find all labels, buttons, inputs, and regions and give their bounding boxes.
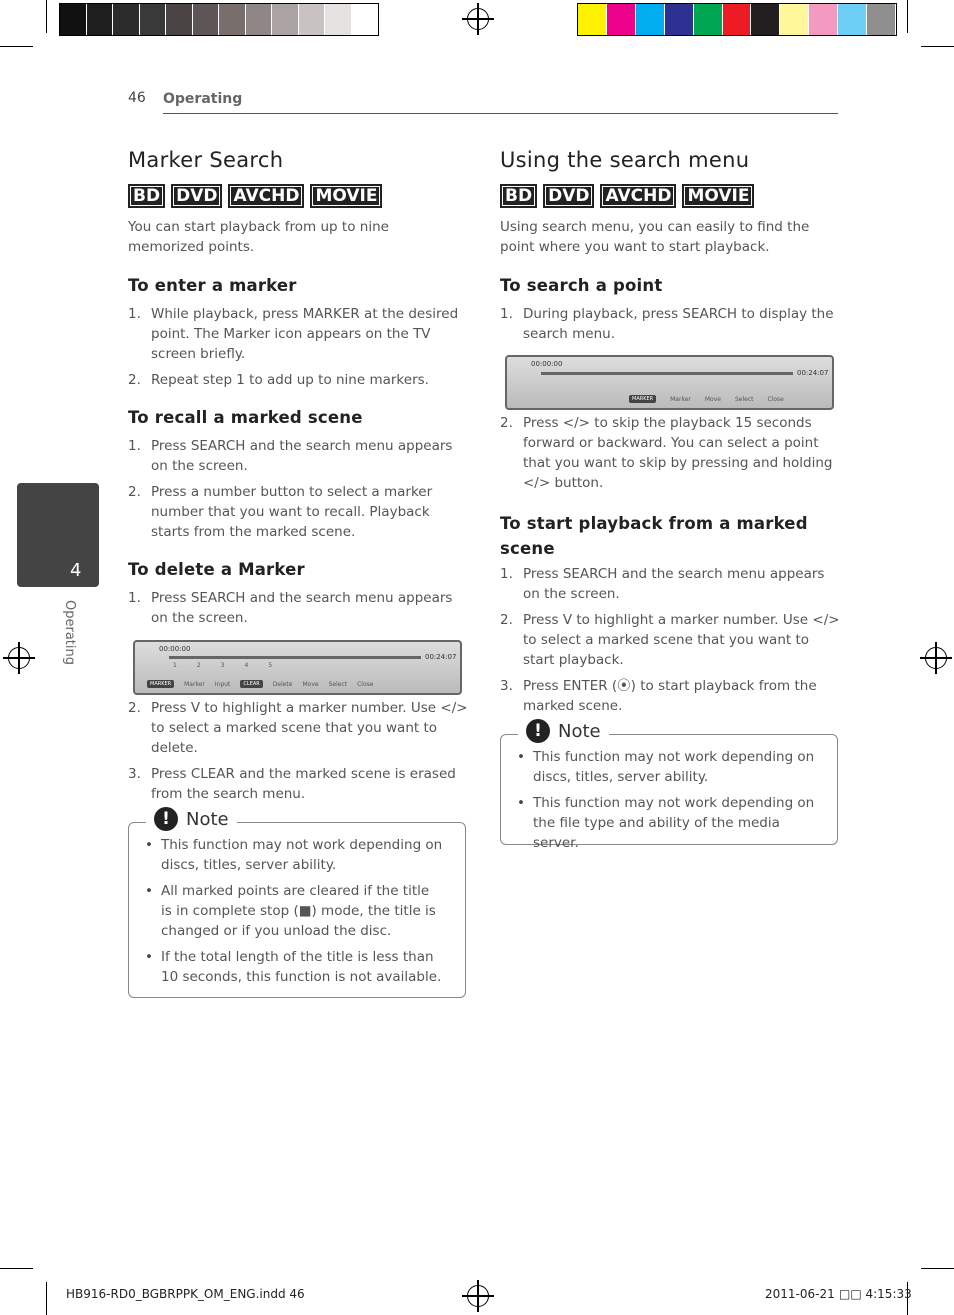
osd-control-label: Select (734, 395, 754, 403)
delete-steps (128, 698, 468, 810)
osd-control-label: Marker (670, 395, 691, 403)
color-swatch (578, 4, 606, 35)
badge-dvd: DVD (171, 184, 222, 208)
note-list (515, 747, 815, 859)
list-item: • This function may not work depending on discs, titles, server ability. (143, 835, 443, 875)
recall-steps (128, 436, 468, 548)
footer-time: □□ 4:15:33 (839, 1287, 912, 1301)
osd-control-label: Select (328, 680, 348, 688)
search-intro: Using search menu, you can easily to find the point where you want to start playback. (500, 219, 810, 255)
color-swatch (272, 4, 298, 35)
list-item: • All marked points are cleared if the title is in complete stop (■) mode, the title is changed or if you unload the disc. (143, 881, 443, 941)
footer-date: 2011-06-21 (765, 1287, 835, 1301)
left-note-header (146, 807, 237, 831)
marker-number: 1 (173, 662, 177, 669)
list-item: • This function may not work depending on the file type and ability of the media server. (515, 793, 815, 853)
marker-numbers (173, 662, 272, 669)
footer-filename: HB916-RD0_BGBRPPK_OM_ENG.indd 46 (66, 1287, 305, 1301)
color-swatch (780, 4, 808, 35)
color-swatch (193, 4, 219, 35)
color-swatch (867, 4, 895, 35)
color-swatch (352, 4, 378, 35)
registration-mark-icon (8, 647, 30, 669)
marker-key-tag: MARKER (629, 395, 656, 403)
osd-control-label: Marker (184, 680, 205, 688)
color-swatch (838, 4, 866, 35)
list-item: 2. Press V to highlight a marker number. Use </> to select a marked scene that you want to delete. (128, 700, 468, 756)
exclamation-icon: ! (526, 719, 550, 743)
badge-movie: MOVIE (682, 184, 754, 208)
elapsed-time: 00:00:00 (159, 645, 191, 653)
list-item: 3. Press ENTER (⦿) to start playback from the marked scene. (500, 678, 817, 714)
color-swatch (87, 4, 113, 35)
list-item: 2. Press </> to skip the playback 15 seconds forward or backward. You can select a point that you want to skip by pressing and holding </> button. (500, 415, 833, 491)
badge-bd: BD (500, 184, 537, 208)
osd-control-label: Close (767, 395, 784, 403)
list-item: 1. Press SEARCH and the search menu appears on the screen. (128, 438, 453, 474)
elapsed-time: 00:00:00 (531, 360, 563, 368)
list-item: 1. While playback, press MARKER at the desired point. The Marker icon appears on the TV screen briefly. (128, 306, 459, 362)
start-marked-steps (500, 564, 840, 722)
search-menu-screenshot (133, 640, 462, 695)
disc-badges (500, 184, 754, 208)
disc-badges (128, 184, 382, 208)
right-note-header (518, 719, 609, 743)
osd-control-label: Move (302, 680, 319, 688)
color-swatch (694, 4, 722, 35)
list-item: • This function may not work depending on discs, titles, server ability. (515, 747, 815, 787)
chapter-number: 4 (70, 560, 82, 581)
badge-avchd: AVCHD (228, 184, 304, 208)
marker-number: 5 (268, 662, 273, 669)
search-step-2 (500, 413, 840, 499)
list-item: 2. Press a number button to select a marker number that you want to recall. Playback starts from the marked scene. (128, 484, 433, 540)
search-menu-screenshot (505, 355, 834, 410)
badge-movie: MOVIE (310, 184, 382, 208)
color-swatch (809, 4, 837, 35)
marker-search-title: Marker Search (128, 148, 284, 172)
marker-intro: You can start playback from up to nine memorized points. (128, 219, 389, 255)
registration-mark-icon (467, 1285, 489, 1307)
header-rule (163, 113, 838, 114)
enter-marker-heading: To enter a marker (128, 276, 297, 295)
color-swatch (299, 4, 325, 35)
total-time: 00:24:07 (425, 653, 457, 661)
color-swatch (219, 4, 245, 35)
recall-heading: To recall a marked scene (128, 408, 363, 427)
clear-key-tag: CLEAR (240, 680, 262, 688)
color-swatch (665, 4, 693, 35)
enter-marker-steps (128, 304, 468, 396)
note-list (143, 835, 443, 993)
badge-dvd: DVD (543, 184, 594, 208)
osd-controls (629, 395, 784, 403)
delete-step-1 (128, 588, 468, 634)
section-name: Operating (163, 91, 243, 107)
osd-control-label: Delete (272, 680, 293, 688)
osd-control-label: Close (357, 680, 374, 688)
color-swatch (166, 4, 192, 35)
search-point-heading: To search a point (500, 276, 663, 295)
color-swatch (113, 4, 139, 35)
color-swatch (140, 4, 166, 35)
marker-number: 2 (196, 662, 201, 669)
color-swatch (636, 4, 664, 35)
grayscale-calibration-bar (59, 3, 379, 36)
list-item: • If the total length of the title is less than 10 seconds, this function is not available. (143, 947, 443, 987)
list-item: 1. Press SEARCH and the search menu appears on the screen. (128, 590, 453, 626)
marker-number: 4 (244, 662, 249, 669)
list-item: 3. Press CLEAR and the marked scene is erased from the search menu. (128, 766, 456, 802)
note-title: Note (186, 808, 229, 830)
registration-mark-icon (467, 8, 489, 30)
color-calibration-bar (577, 3, 897, 36)
color-swatch (723, 4, 751, 35)
left-note-box (128, 822, 466, 998)
start-marked-heading: To start playback from a marked scene (500, 514, 808, 558)
page-number: 46 (128, 90, 146, 106)
color-swatch (751, 4, 779, 35)
right-note-box (500, 734, 838, 851)
badge-avchd: AVCHD (600, 184, 676, 208)
registration-mark-icon (925, 647, 947, 669)
exclamation-icon: ! (154, 807, 178, 831)
chapter-tab (17, 483, 99, 587)
list-item: 1. Press SEARCH and the search menu appears on the screen. (500, 566, 825, 602)
osd-control-label: Input (214, 680, 231, 688)
marker-number: 3 (220, 662, 225, 669)
osd-controls (147, 680, 373, 688)
color-swatch (60, 4, 86, 35)
list-item: 2. Press V to highlight a marker number. Use </> to select a marked scene that you want to start playback. (500, 612, 840, 668)
progress-bar (541, 372, 793, 375)
color-swatch (607, 4, 635, 35)
list-item: 1. During playback, press SEARCH to display the search menu. (500, 306, 834, 342)
chapter-label: Operating (62, 600, 77, 665)
color-swatch (325, 4, 351, 35)
marker-key-tag: MARKER (147, 680, 174, 688)
search-menu-title: Using the search menu (500, 148, 750, 172)
progress-bar (169, 656, 421, 659)
delete-heading: To delete a Marker (128, 560, 305, 579)
total-time: 00:24:07 (797, 369, 829, 377)
badge-bd: BD (128, 184, 165, 208)
list-item: 2. Repeat step 1 to add up to nine markers. (128, 372, 429, 388)
color-swatch (246, 4, 272, 35)
search-step-1 (500, 304, 840, 350)
osd-control-label: Move (704, 395, 721, 403)
note-title: Note (558, 720, 601, 742)
